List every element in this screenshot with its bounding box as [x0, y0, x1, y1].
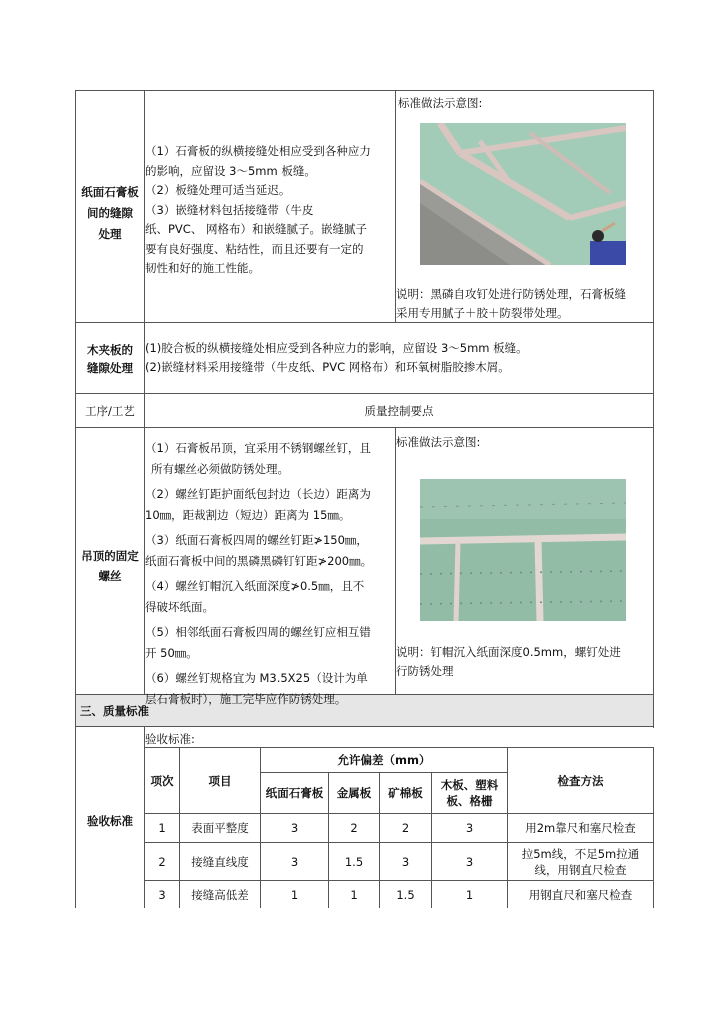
section3-text — [145, 438, 372, 710]
section3-text-line: 纸面石膏板中间的黑磷黑磷钉钉距≯200㎜。 — [145, 554, 373, 568]
section1-text-line: 的影响，应留设 3～5mm 板缝。 — [145, 163, 316, 178]
screw-board-illustration — [420, 479, 626, 621]
acc-col-item: 项目 — [208, 773, 232, 788]
section2-label-line2: 缝隙处理 — [87, 361, 133, 375]
section3-text-line: 开 50㎜。 — [145, 646, 198, 660]
acc-table-right — [653, 747, 654, 908]
table-row-2-wood: 3 — [465, 854, 474, 869]
table-row-3-metal: 1 — [350, 887, 358, 902]
section3-label-line1: 吊顶的固定 — [81, 549, 139, 563]
table-row-1-gypsum: 3 — [290, 821, 299, 835]
section1-caption-line2: 采用专用腻子＋胶＋防裂带处理。 — [396, 306, 569, 320]
section1-label-line1: 纸面石膏板 — [81, 185, 139, 199]
table-row-2-method-line2: 线，用钢直尺检查 — [534, 862, 627, 877]
section1-text-line: 韧性和好的施工性能。 — [145, 261, 260, 275]
top-border — [75, 90, 654, 91]
section1-label — [76, 182, 144, 245]
section2-text — [145, 339, 528, 377]
section2-text-line2: (2)嵌缝材料采用接缝带（牛皮纸、PVC 网格布）和环氧树脂胶掺木屑。 — [145, 360, 510, 374]
acc-col-method: 检查方法 — [557, 773, 604, 788]
section3-text-line: （4）螺丝钉帽沉入纸面深度≯0.5㎜，且不 — [145, 579, 365, 593]
quality-header-bottom — [75, 726, 654, 727]
table-row-3-method: 用钢直尺和塞尺检查 — [528, 887, 633, 902]
acc-col-gypsum: 纸面石膏板 — [265, 786, 324, 800]
section2-label-line1: 木夹板的 — [87, 343, 133, 357]
section1-caption-line1: 说明：黑磷自攻钉处进行防锈处理，石膏板缝 — [396, 287, 626, 301]
acceptance-subtitle: 验收标准: — [145, 732, 195, 746]
section3-label-line2: 螺丝 — [98, 569, 122, 583]
section3-label — [76, 546, 144, 586]
section3-caption-line2: 行防锈处理 — [396, 664, 454, 678]
table-row-1-mineral: 2 — [401, 821, 410, 835]
header-process: 工序/工艺 — [85, 404, 135, 418]
section3-diagram-title: 标准做法示意图: — [396, 435, 481, 449]
acc-col-wood-line1: 木板、塑料 — [440, 778, 499, 792]
section1-text-line: （3）嵌缝材料包括接缝带（牛皮 — [145, 202, 314, 217]
acc-col-mineral: 矿棉板 — [388, 786, 423, 800]
section3-text-line: （3）纸面石膏板四周的螺丝钉距≯150㎜， — [145, 533, 368, 547]
section1-caption — [396, 285, 626, 323]
table-row-2-method-line1: 拉5m线，不足5m拉通 — [521, 846, 640, 861]
table-row-2-index: 2 — [158, 854, 166, 869]
section3-text-line: 所有螺丝必须做防锈处理。 — [151, 462, 289, 476]
section3-text-line: 层石膏板时），施工完毕应作防锈处理。 — [145, 692, 347, 706]
section3-text-line: （5）相邻纸面石膏板四周的螺丝钉应相互错 — [145, 625, 371, 639]
section2-bottom — [75, 393, 654, 394]
section3-text-line: 得破坏纸面。 — [145, 600, 214, 614]
acceptance-label: 验收标准 — [87, 814, 133, 828]
table-row-3-gypsum: 1 — [290, 887, 299, 902]
section1-text-line: （2）板缝处理可适当延迟。 — [145, 183, 291, 197]
section1-text — [145, 142, 371, 279]
section1-text-line: 纸、PVC、 网格布）和嵌缝腻子。嵌缝腻子 — [145, 222, 367, 236]
table-row-3-index: 3 — [158, 887, 166, 902]
table-row-1-method: 用2m靠尺和塞尺检查 — [525, 821, 636, 835]
table-row-3-item: 接缝高低差 — [191, 887, 249, 902]
table-row-2-method — [508, 843, 653, 880]
table-row-2-item: 接缝直线度 — [191, 854, 249, 869]
acc-col-wood — [432, 773, 507, 813]
section3-text-line: （2）螺丝钉距护面纸包封边（长边）距离为 — [145, 487, 371, 501]
acc-col-index: 项次 — [150, 773, 174, 788]
ceiling-joint-illustration — [420, 123, 626, 265]
section3-text-line: （6）螺丝钉规格宜为 M3.5X25（设计为单 — [145, 671, 368, 685]
acc-col-wood-line2: 板、格栅 — [446, 794, 493, 808]
ceiling-joint-photo — [420, 123, 626, 265]
header-row-bottom — [75, 427, 654, 428]
section3-caption-line1: 说明：钉帽沉入纸面深度0.5mm，螺钉处进 — [396, 645, 621, 659]
section2-label — [76, 341, 144, 377]
table-row-2-gypsum: 3 — [290, 854, 299, 869]
table-row-2-metal: 1.5 — [344, 854, 364, 869]
outer-right-border — [653, 90, 654, 728]
section3-text-line: （1）石膏板吊顶，宜采用不锈钢螺丝钉，且 — [145, 441, 371, 455]
table-row-1-index: 1 — [158, 821, 166, 835]
quality-standard-header: 三、质量标准 — [80, 704, 149, 718]
section1-label-line3: 处理 — [98, 227, 122, 241]
screw-board-photo — [420, 479, 626, 621]
table-row-2-mineral: 3 — [401, 854, 410, 869]
section3-text-line: 10㎜，距裁割边（短边）距离为 15㎜。 — [145, 508, 351, 522]
section3-caption — [396, 643, 621, 681]
table-row-1-metal: 2 — [350, 821, 358, 835]
section1-text-line: 要有良好强度、粘结性，而且还要有一定的 — [145, 241, 364, 256]
section1-diagram-title: 标准做法示意图: — [398, 96, 483, 110]
section1-label-line2: 间的缝隙 — [87, 206, 133, 220]
header-quality-points: 质量控制要点 — [364, 404, 434, 418]
table-row-3-mineral: 1.5 — [396, 887, 415, 902]
table-row-1-item: 表面平整度 — [191, 821, 249, 835]
table-row-3-wood: 1 — [465, 887, 474, 902]
acc-col-tolerance: 允许偏差（mm） — [337, 753, 431, 767]
section1-text-line: （1）石膏板的纵横接缝处相应受到各种应力 — [145, 144, 371, 158]
section2-text-line1: (1)胶合板的纵横接缝处相应受到各种应力的影响，应留设 3～5mm 板缝。 — [145, 341, 528, 355]
table-row-1-wood: 3 — [465, 821, 474, 835]
acc-col-metal: 金属板 — [336, 786, 372, 800]
